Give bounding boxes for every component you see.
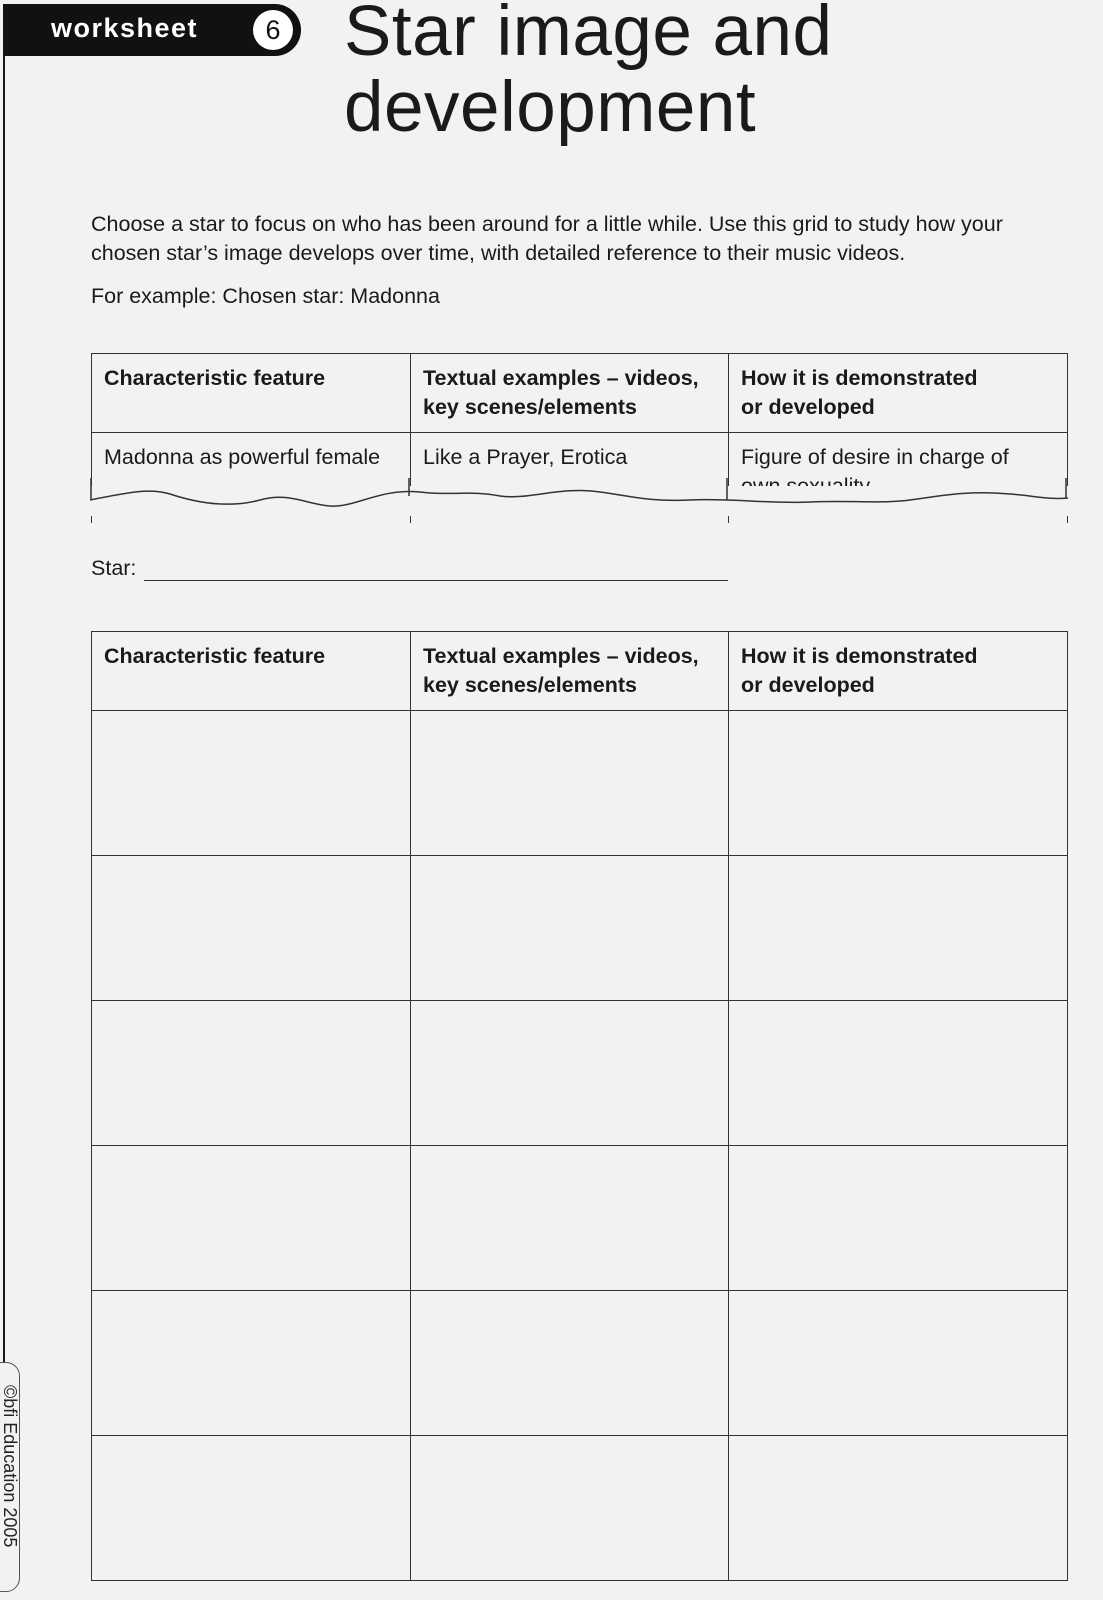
badge-label: worksheet — [51, 13, 199, 43]
grid-header-textual-examples: Textual examples – videos, key scenes/elements — [411, 632, 729, 711]
title-line-1: Star image and — [344, 0, 833, 71]
grid-header — [92, 632, 1068, 711]
torn-edge-wave — [90, 478, 1068, 518]
grid-cell[interactable] — [92, 1291, 411, 1436]
study-grid-table — [91, 631, 1068, 1581]
grid-cell[interactable] — [92, 856, 411, 1001]
grid-row — [92, 1291, 1068, 1436]
page-edge-line — [3, 52, 5, 1362]
grid-cell[interactable] — [729, 1436, 1068, 1581]
star-blank-line[interactable] — [144, 558, 728, 581]
grid-cell[interactable] — [729, 856, 1068, 1001]
copyright-notice: ©bfi Education 2005 — [0, 1385, 20, 1548]
header-textual-examples: Textual examples – videos, key scenes/elements — [411, 354, 729, 433]
example-label: For example: Chosen star: Madonna — [91, 284, 440, 308]
header-demonstrated: How it is demonstrated or developed — [729, 354, 1068, 433]
example-demo: Figure of desire in charge of — [729, 433, 1068, 524]
grid-row — [92, 1146, 1068, 1291]
grid-cell[interactable] — [411, 856, 729, 1001]
star-field — [91, 556, 728, 581]
intro-paragraph: Choose a star to focus on who has been around for a little while. Use this grid to study how your chosen star’s image develops over time, with detailed reference to their music videos. — [91, 212, 1003, 265]
grid-row — [92, 1436, 1068, 1581]
grid-cell[interactable] — [411, 1291, 729, 1436]
example-table-header — [92, 354, 1068, 433]
grid-cell[interactable] — [92, 711, 411, 856]
grid-cell[interactable] — [729, 1291, 1068, 1436]
grid-cell[interactable] — [92, 1001, 411, 1146]
grid-cell[interactable] — [411, 711, 729, 856]
grid-header-characteristic: Characteristic feature — [92, 632, 411, 711]
grid-cell[interactable] — [411, 1146, 729, 1291]
grid-cell[interactable] — [729, 1001, 1068, 1146]
header-characteristic: Characteristic feature — [92, 354, 411, 433]
star-label: Star: — [91, 556, 137, 580]
badge-number: 6 — [253, 10, 293, 50]
page-title — [344, 0, 833, 146]
grid-row — [92, 1001, 1068, 1146]
grid-cell[interactable] — [411, 1436, 729, 1581]
grid-cell[interactable] — [411, 1001, 729, 1146]
grid-row — [92, 856, 1068, 1001]
grid-cell[interactable] — [729, 711, 1068, 856]
example-examples: Like a Prayer, Erotica — [411, 433, 729, 524]
grid-header-demonstrated: How it is demonstrated or developed — [729, 632, 1068, 711]
title-line-2: development — [344, 68, 757, 147]
example-feature: Madonna as powerful female — [92, 433, 411, 524]
grid-cell[interactable] — [92, 1146, 411, 1291]
grid-cell[interactable] — [729, 1146, 1068, 1291]
grid-cell[interactable] — [92, 1436, 411, 1581]
worksheet-badge — [3, 4, 301, 56]
grid-row — [92, 711, 1068, 856]
